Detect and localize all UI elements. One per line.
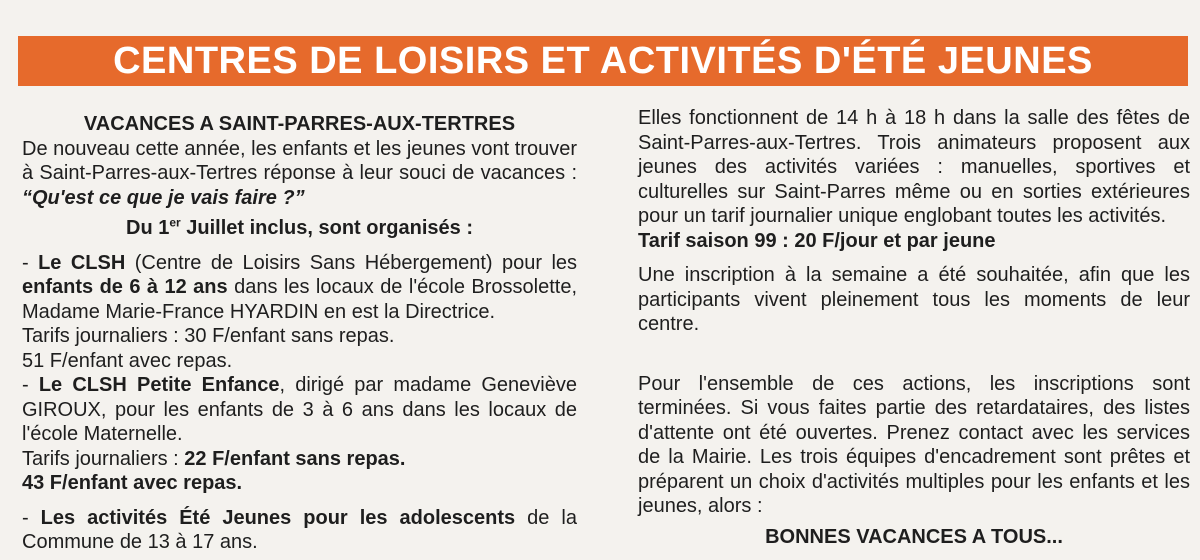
ado-paragraph — [22, 506, 577, 555]
pe-tarif-2: 43 F/enfant avec repas. — [22, 472, 243, 494]
inscription-paragraph: Une inscription à la semaine a été souhaitée, afin que les participants vivent pleinement tous les moments de leur centre. — [638, 264, 1190, 335]
ado-name: Les activités Été Jeunes pour les adolescents — [40, 506, 516, 529]
clsh-dash: - — [22, 251, 39, 274]
dates-prefix: Du 1 — [126, 217, 170, 239]
pe-tarif-label: Tarifs journaliers : — [22, 447, 185, 470]
intro-text: De nouveau cette année, les enfants et les jeunes vont trouver à Saint-Parres-aux-Tertres réponse à leur souci de vacances : — [22, 137, 577, 184]
pe-name: Le CLSH Petite Enfance — [38, 374, 280, 396]
clsh-text-1: (Centre de Loisirs Sans Hébergement) pour les — [125, 251, 578, 274]
clsh-paragraph — [22, 251, 577, 325]
pe-dash: - — [22, 374, 39, 396]
pe-tarif-1: 22 F/enfant sans repas. — [184, 447, 406, 470]
tarif-saison: Tarif saison 99 : 20 F/jour et par jeune — [638, 229, 996, 252]
pe-tarif-1-line — [22, 447, 577, 472]
actions-paragraph: Pour l'ensemble de ces actions, les inscriptions sont terminées. Si vous faites partie des retardataires, des listes d'attente ont été ouvertes. Prenez contact avec les services de la Mairie. Les trois équipes d'encadrement sont prêtes et préparent un choix d'activités multiples pour les enfants et les jeunes, alors : — [638, 372, 1190, 517]
dates-heading — [22, 216, 577, 241]
clsh-tarif-2: 51 F/enfant avec repas. — [22, 349, 233, 372]
dates-superscript: er — [169, 215, 181, 230]
pe-text: , dirigé par madame Geneviève GIROUX, pour les enfants de 3 à 6 ans dans les locaux de l'école Maternelle. — [22, 374, 577, 445]
section-title: VACANCES A SAINT-PARRES-AUX-TERTRES — [83, 113, 516, 135]
clsh-text-2: dans les locaux de l'école Brossolette, Madame Marie-France HYARDIN en est la Directrice. — [22, 276, 578, 323]
ado-dash: - — [22, 506, 41, 529]
dates-suffix: Juillet inclus, sont organisés : — [180, 217, 473, 239]
left-column — [22, 106, 577, 555]
schedule-paragraph: Elles fonctionnent de 14 h à 18 h dans la salle des fêtes de Saint-Parres-aux-Tertres. Trois animateurs proposent aux jeunes des activités variées : manuelles, sportives et culturelles sur Saint-Parres même ou en sorties extérieures pour un tarif journalier unique englobant toutes les activités. — [638, 107, 1190, 227]
closing-line: BONNES VACANCES A TOUS... — [765, 525, 1063, 548]
ado-text: de la Commune de 13 à 17 ans. — [22, 506, 577, 553]
right-column — [638, 106, 1190, 549]
clsh-tarif-1: Tarifs journaliers : 30 F/enfant sans repas. — [22, 325, 395, 347]
clsh-age: enfants de 6 à 12 ans — [22, 276, 228, 298]
title-banner — [18, 36, 1188, 86]
page-title: CENTRES DE LOISIRS ET ACTIVITÉS D'ÉTÉ JEUNES — [113, 39, 1093, 82]
intro-paragraph — [22, 137, 577, 211]
intro-quote: “Qu'est ce que je vais faire ?” — [22, 186, 305, 209]
clsh-name: Le CLSH — [38, 251, 126, 274]
petite-enfance-paragraph — [22, 373, 577, 447]
